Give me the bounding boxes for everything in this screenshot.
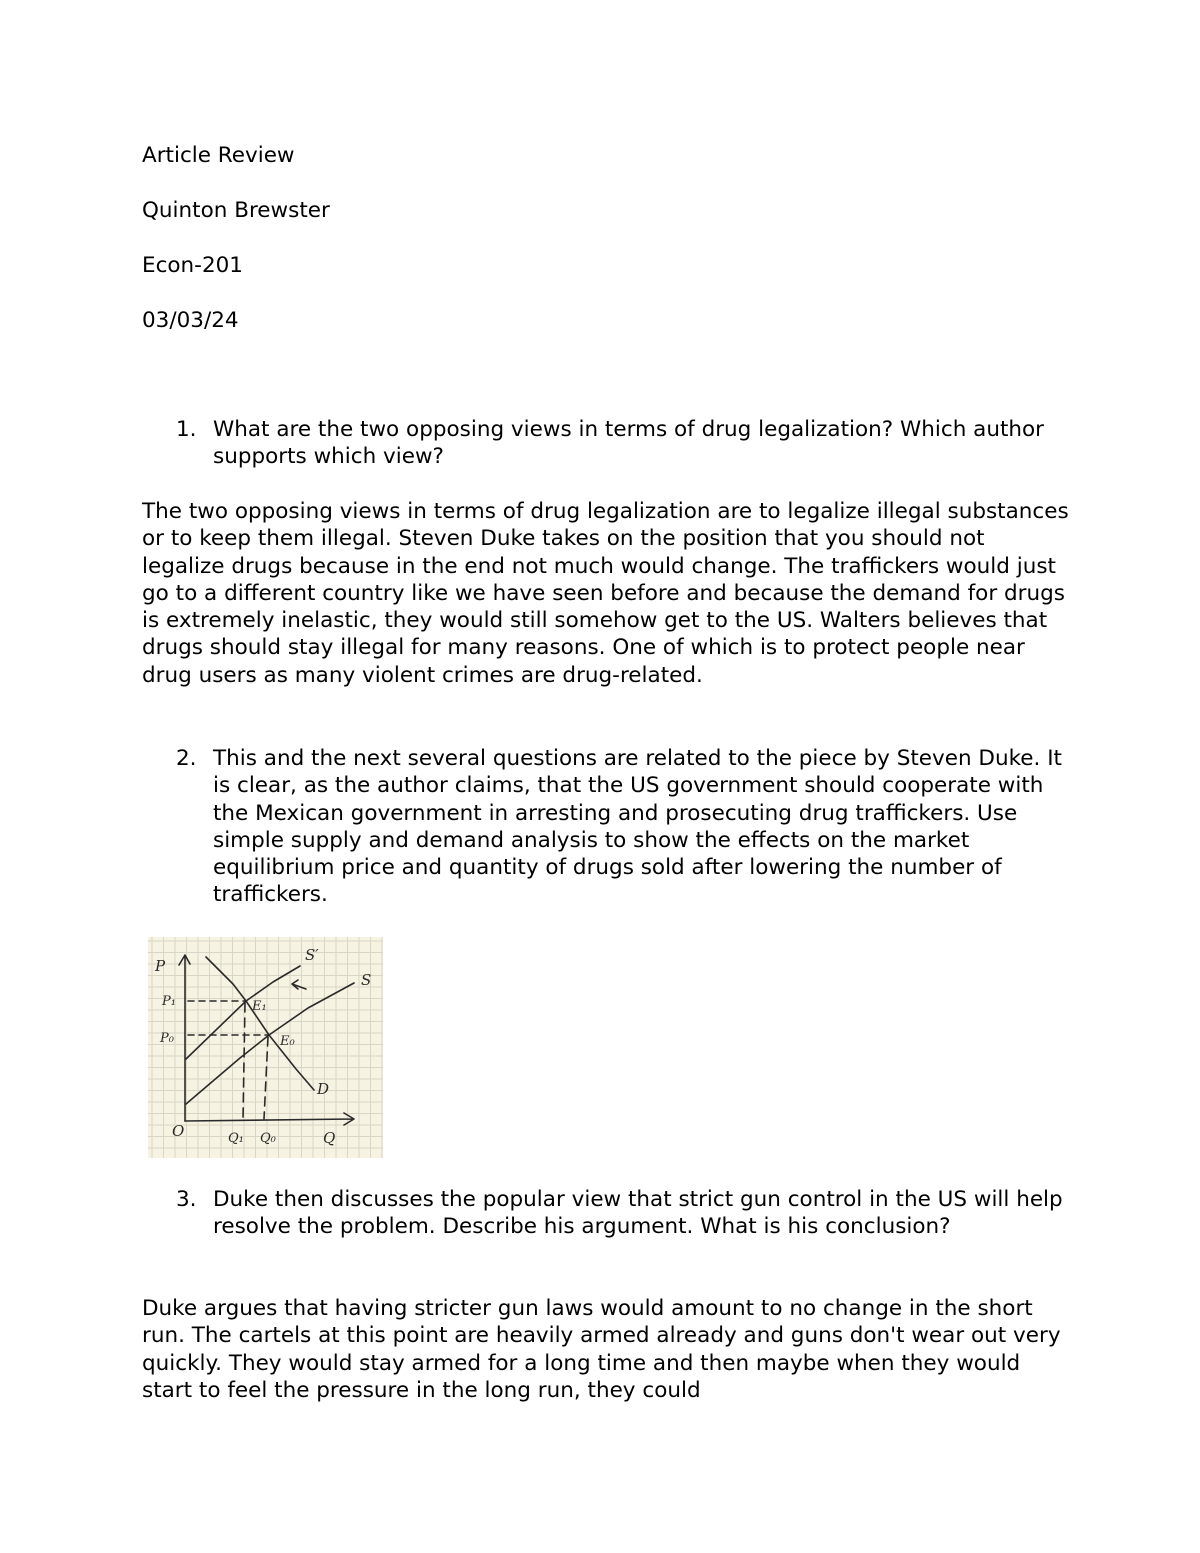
supply-shifted-label: S′ bbox=[305, 946, 319, 964]
sketch-svg bbox=[148, 937, 383, 1158]
q0-label: Q₀ bbox=[260, 1131, 276, 1146]
question-list-1 bbox=[142, 416, 1072, 471]
question-list-3 bbox=[142, 1186, 1072, 1241]
price-axis-label: P bbox=[155, 957, 166, 975]
document-date: 03/03/24 bbox=[142, 308, 239, 333]
demand-label: D bbox=[317, 1080, 330, 1098]
supply-demand-sketch bbox=[148, 937, 383, 1158]
question-text: Duke then discusses the popular view that strict gun control in the US will help resolve the problem. Describe his argument. What is his conclusion? bbox=[213, 1187, 1063, 1240]
question-number: 1. bbox=[176, 417, 197, 442]
question-text: What are the two opposing views in terms of drug legalization? Which author supports which view? bbox=[213, 417, 1045, 470]
question-3 bbox=[142, 1186, 1072, 1241]
author-name: Quinton Brewster bbox=[142, 198, 330, 223]
supply-label: S bbox=[361, 971, 372, 989]
course-code: Econ-201 bbox=[142, 253, 243, 278]
p1-label: P₁ bbox=[162, 994, 176, 1009]
question-2 bbox=[142, 745, 1072, 909]
e0-label: E₀ bbox=[280, 1034, 295, 1049]
answer-3: Duke argues that having stricter gun laws would amount to no change in the short run. The cartels at this point are heavily armed already and guns don't wear out very quickly. They would stay armed for a long time and then maybe when they would start to feel the pressure in the long run, they could bbox=[142, 1296, 1061, 1403]
answer-1: The two opposing views in terms of drug legalization are to legalize illegal substances or to keep them illegal. Steven Duke takes on the position that you should not legalize drugs because in the end not much would change. The traffickers would just go to a different country like we have seen before and because the demand for drugs is extremely inelastic, they would still somehow get to the US. Walters believes that drugs should stay illegal for many reasons. One of which is to protect people near drug users as many violent crimes are drug-related. bbox=[142, 499, 1069, 688]
question-number: 2. bbox=[176, 746, 197, 771]
question-number: 3. bbox=[176, 1187, 197, 1212]
p0-label: P₀ bbox=[160, 1031, 174, 1046]
e1-label: E₁ bbox=[252, 999, 267, 1014]
question-list-2 bbox=[142, 745, 1072, 909]
question-1 bbox=[142, 416, 1072, 471]
question-text: This and the next several questions are related to the piece by Steven Duke. It is clear, as the author claims, that the US government should cooperate with the Mexican government in arresting and prosecuting drug traffickers. Use simple supply and demand analysis to show the effects on the market equilibrium price and quantity of drugs sold after lowering the number of traffickers. bbox=[213, 746, 1062, 908]
q1-label: Q₁ bbox=[228, 1131, 244, 1146]
origin-label: O bbox=[172, 1122, 185, 1140]
quantity-axis-label: Q bbox=[323, 1129, 336, 1147]
document-title: Article Review bbox=[142, 143, 295, 168]
